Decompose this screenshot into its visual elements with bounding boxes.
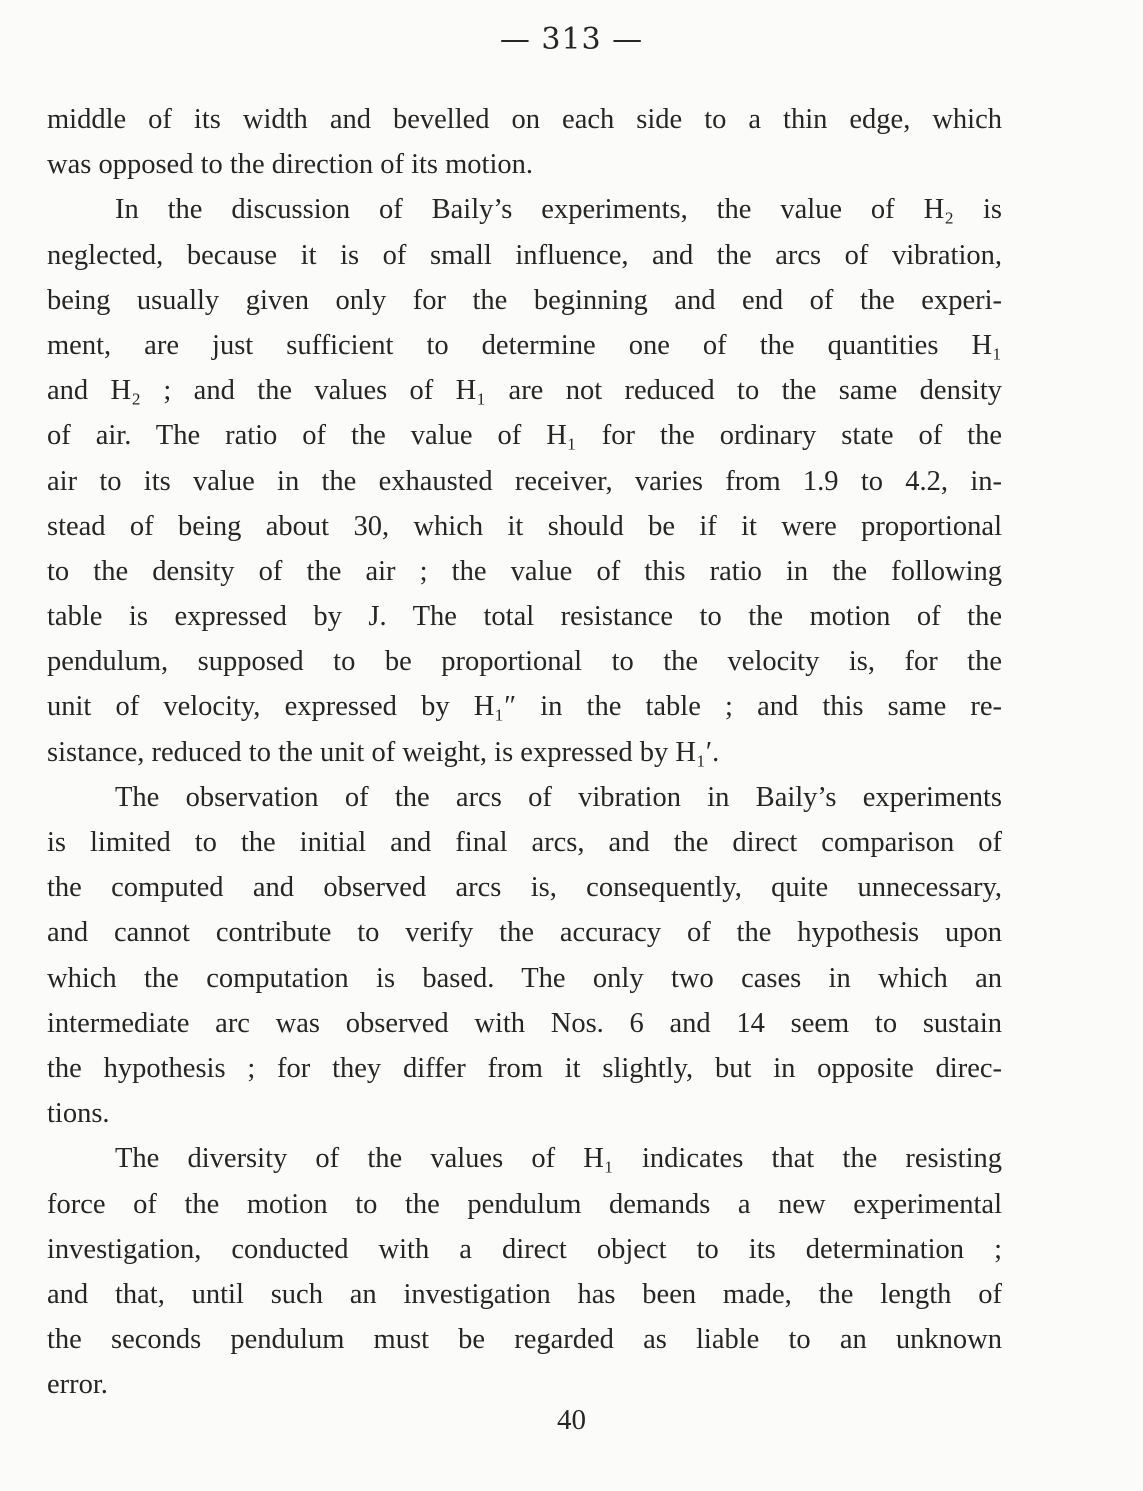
text-line: intermediate arc was observed with Nos. 6 and 14 seem to sustain [47, 1007, 1002, 1039]
text-line: the computed and observed arcs is, consequently, quite unnecessary, [47, 872, 1002, 904]
paragraph-2 [47, 187, 1002, 774]
text-line: The observation of the arcs of vibration in Baily’s experiments [115, 781, 1002, 813]
text-line: the seconds pendulum must be regarded as liable to an unknown [47, 1324, 1002, 1356]
text-line: table is expressed by J. The total resistance to the motion of the [47, 601, 1002, 633]
text-line: middle of its width and bevelled on each side to a thin edge, which [47, 104, 1002, 135]
text-line: stead of being about 30, which it should be if it were proportional [47, 510, 1002, 542]
text-line: and H₂ ; and the values of H₁ are not reduced to the same density [47, 375, 1002, 407]
paragraph-3 [47, 775, 1002, 1137]
text-line: force of the motion to the pendulum demands a new experimental [47, 1188, 1002, 1220]
text-line: neglected, because it is of small influence, and the arcs of vibration, [47, 239, 1002, 271]
text-line: and that, until such an investigation has been made, the length of [47, 1278, 1002, 1310]
page-header: — 313 — [499, 22, 644, 57]
paragraph-1 [47, 97, 1002, 187]
text-line: The diversity of the values of H₁ indicates that the resisting [115, 1143, 1002, 1175]
text-line: pendulum, supposed to be proportional to the velocity is, for the [47, 646, 1002, 678]
text-line: tions. [47, 1098, 110, 1130]
text-line: unit of velocity, expressed by H₁″ in the table ; and this same re- [47, 691, 1002, 723]
text-line: of air. The ratio of the value of H₁ for the ordinary state of the [47, 420, 1002, 452]
text-line: sistance, reduced to the unit of weight, is expressed by H₁′. [47, 736, 720, 768]
text-line: to the density of the air ; the value of this ratio in the following [47, 555, 1002, 587]
text-line: air to its value in the exhausted receiver, varies from 1.9 to 4.2, in- [47, 465, 1002, 497]
text-line: ment, are just sufficient to determine one of the quantities H₁ [47, 329, 1002, 361]
text-line: investigation, conducted with a direct object to its determination ; [47, 1233, 1002, 1265]
body-text [47, 97, 1002, 1407]
text-line: being usually given only for the beginning and end of the experi- [47, 284, 1002, 316]
paragraph-4 [47, 1136, 1002, 1407]
signature-mark: 40 [557, 1404, 586, 1436]
text-line: error. [47, 1369, 108, 1401]
text-line: In the discussion of Baily’s experiments, the value of H₂ is [115, 194, 1002, 226]
text-line: the hypothesis ; for they differ from it slightly, but in opposite direc- [47, 1052, 1002, 1084]
text-line: which the computation is based. The only two cases in which an [47, 962, 1002, 994]
text-line: is limited to the initial and final arcs, and the direct comparison of [47, 827, 1002, 858]
text-line: and cannot contribute to verify the accuracy of the hypothesis upon [47, 917, 1002, 949]
text-line: was opposed to the direction of its motion. [47, 149, 534, 181]
